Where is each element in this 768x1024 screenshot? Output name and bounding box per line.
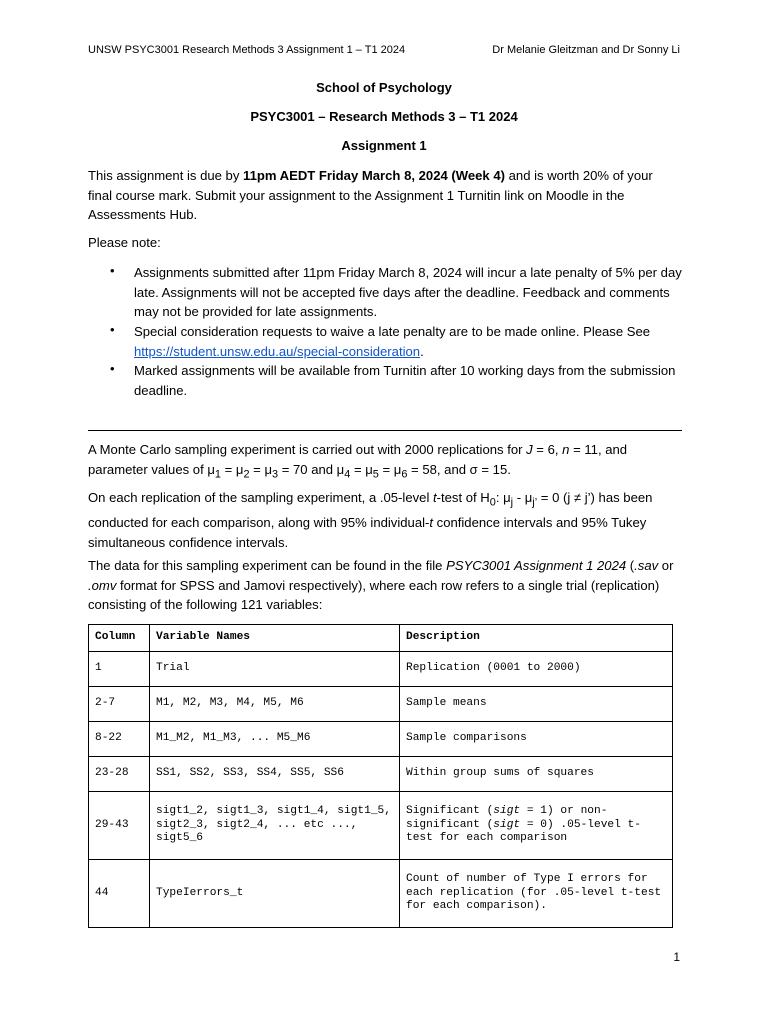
subscript: j [510, 496, 514, 509]
omv-format: .omv [88, 577, 117, 593]
column-cell: 29-43 [89, 792, 150, 860]
text: The data for this sampling experiment can be found in the file [88, 558, 447, 573]
table-row [89, 687, 673, 722]
description-header: Description [400, 625, 673, 652]
subscript: 5 [372, 468, 379, 481]
column-header: Column [89, 625, 150, 652]
subscript: 1 [214, 468, 221, 481]
special-consideration-link[interactable]: https://student.unsw.edu.au/special-consideration [134, 343, 421, 359]
description-cell: Within group sums of squares [400, 757, 673, 792]
description-cell: Sample means [400, 687, 673, 722]
page-number: 1 [673, 950, 680, 964]
variable-names-header: Variable Names [150, 625, 400, 652]
variables-table [88, 624, 673, 928]
table-row [89, 792, 673, 860]
subscript: 2 [243, 468, 250, 481]
intro-paragraph [88, 166, 680, 225]
sigt-term: sigt [493, 818, 521, 831]
bullet-marked-assignments: Marked assignments will be available from Turnitin after 10 working days from the submission deadline. [134, 363, 676, 398]
text: A Monte Carlo sampling experiment is carried out with 2000 replications for [88, 442, 527, 457]
var-t: t [433, 490, 437, 505]
text: ( [626, 558, 635, 573]
text: = μ [249, 461, 272, 477]
text: -test of H [436, 490, 490, 505]
school-title: School of Psychology [316, 80, 452, 95]
subscript: j’ [532, 496, 538, 509]
ttest-paragraph [88, 488, 680, 552]
text: = μ [378, 461, 402, 477]
data-file-name: PSYC3001 Assignment 1 2024 [446, 558, 627, 573]
assignment-title: Assignment 1 [341, 138, 427, 153]
subscript: 0 [489, 496, 496, 509]
variable-cell: sigt1_2, sigt1_3, sigt1_4, sigt1_5, sigt2_3, sigt2_4, ... etc ..., sigt5_6 [150, 792, 400, 860]
text: = 0) .05-level t-test for each comparison [406, 818, 641, 845]
subscript: 3 [272, 468, 279, 481]
description-cell [400, 792, 673, 860]
table-header-row [89, 625, 673, 652]
text: - μ [513, 490, 533, 505]
subscript: 4 [344, 468, 351, 481]
due-date: 11pm AEDT Friday March 8, 2024 (Week 4) [243, 168, 505, 183]
table-row [89, 652, 673, 687]
text: confidence intervals and 95% Tukey simultaneous confidence intervals. [88, 515, 647, 550]
variable-cell: TypeIerrors_t [150, 860, 400, 928]
variable-cell: M1, M2, M3, M4, M5, M6 [150, 687, 400, 722]
running-header-left: UNSW PSYC3001 Research Methods 3 Assignment 1 – T1 2024 [88, 44, 406, 56]
course-title: PSYC3001 – Research Methods 3 – T1 2024 [250, 109, 518, 124]
text: = 0 (j ≠ j’) has been conducted for each comparison, along with 95% individual- [88, 490, 653, 531]
bullet-special-consideration [134, 322, 686, 361]
intro-text-end: and is worth 20% of your final course mark. Submit your assignment to the Assignment 1 Turnitin link on Moodle in the Assessments Hub. [88, 168, 653, 222]
text: = μ [220, 461, 244, 477]
sav-format: .sav [634, 558, 659, 573]
variable-cell: Trial [150, 652, 400, 687]
description-cell: Count of number of Type I errors for each replication (for .05-level t-test for each comparison). [400, 860, 673, 928]
var-J: J [526, 442, 533, 457]
text: = 11, and parameter values of μ [88, 442, 628, 477]
table-row [89, 722, 673, 757]
variable-cell: M1_M2, M1_M3, ... M5_M6 [150, 722, 400, 757]
bullet-text-end: . [420, 343, 424, 359]
bullet-dot: • [110, 361, 115, 376]
text: Significant ( [406, 805, 494, 818]
column-cell: 23-28 [89, 757, 150, 792]
text: = 70 and μ [278, 461, 345, 477]
horizontal-rule [88, 430, 682, 431]
description-cell: Sample comparisons [400, 722, 673, 757]
text: = 6, [532, 442, 563, 457]
intro-text-start: This assignment is due by [88, 168, 244, 183]
column-cell: 44 [89, 860, 150, 928]
text: or [658, 558, 674, 573]
text: = 1) or non-significant ( [406, 805, 608, 831]
text: On each replication of the sampling experiment, a .05-level [88, 490, 433, 505]
bullet-dot: • [110, 263, 115, 278]
data-file-paragraph [88, 556, 680, 615]
var-t: t [429, 515, 434, 531]
running-header-right: Dr Melanie Gleitzman and Dr Sonny Li [492, 44, 680, 56]
description-cell: Replication (0001 to 2000) [400, 652, 673, 687]
text: : μ [495, 490, 511, 505]
bullet-late-penalty: Assignments submitted after 11pm Friday March 8, 2024 will incur a late penalty of 5% per day late. Assignments will not be accepted five days after the deadline. Feedback and comments may not be provided for late assignments. [134, 265, 682, 319]
bullet-text: Special consideration requests to waive a late penalty are to be made online. Please See [134, 324, 651, 339]
var-n: n [562, 442, 570, 457]
column-cell: 8-22 [89, 722, 150, 757]
text: = μ [350, 461, 373, 477]
table-row [89, 860, 673, 928]
monte-carlo-paragraph [88, 440, 680, 485]
text: format for SPSS and Jamovi respectively), where each row refers to a single trial (replication) consisting of the following 121 variables: [88, 577, 660, 612]
bullet-dot: • [110, 322, 115, 337]
text: = 58, and σ = 15. [407, 461, 511, 477]
subscript: 6 [401, 468, 408, 481]
variable-cell: SS1, SS2, SS3, SS4, SS5, SS6 [150, 757, 400, 792]
table-row [89, 757, 673, 792]
please-note-label: Please note: [88, 235, 161, 250]
column-cell: 2-7 [89, 687, 150, 722]
sigt-term: sigt [493, 805, 521, 818]
column-cell: 1 [89, 652, 150, 687]
